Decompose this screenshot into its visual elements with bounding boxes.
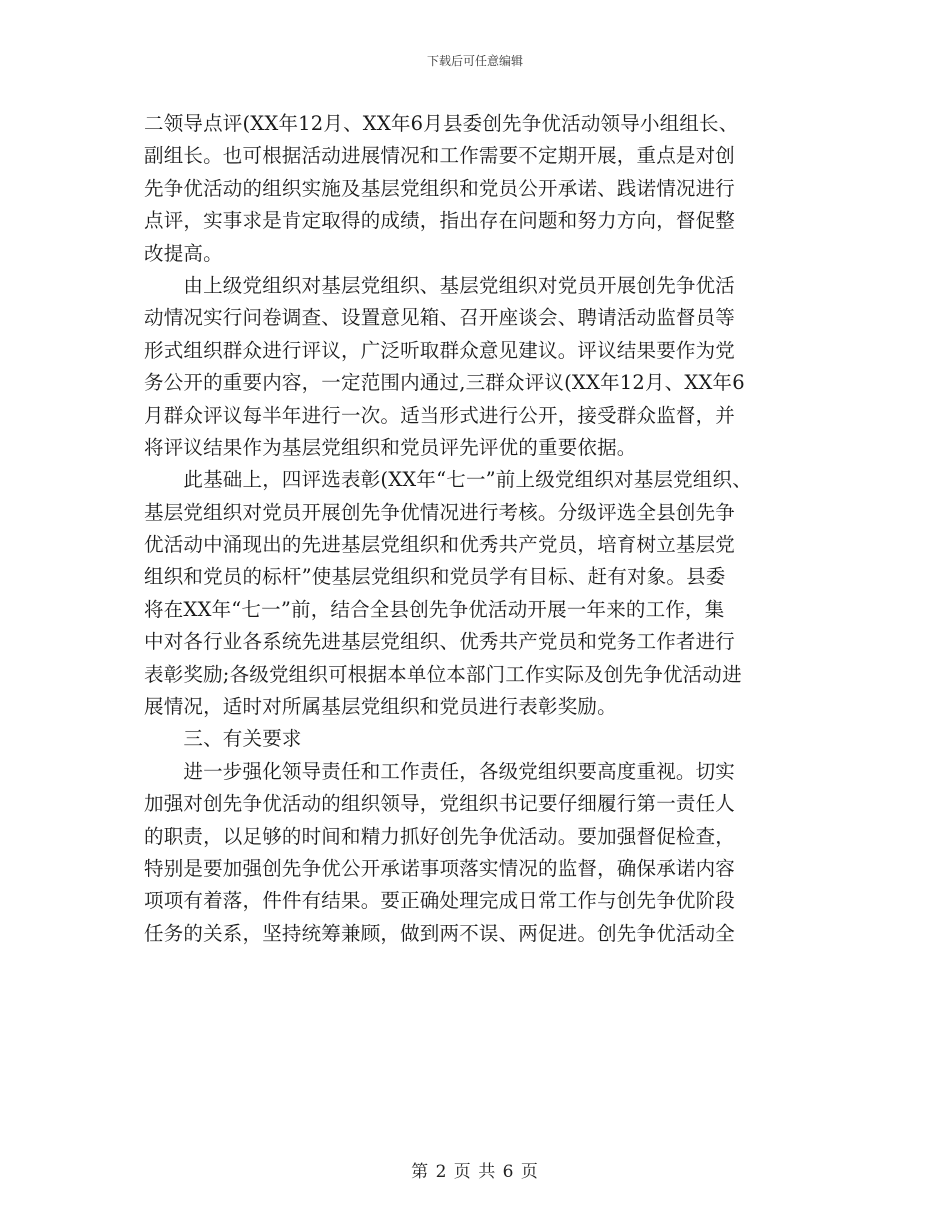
page-number: 第 2 页 共 6 页: [411, 1162, 539, 1182]
section-heading: 三、有关要求: [144, 727, 302, 751]
text-line: 由上级党组织对基层党组织、基层党组织对党员开展创先争优活: [144, 273, 736, 297]
text-line: 点评，实事求是肯定取得的成绩，指出存在问题和努力方向，督促整: [144, 209, 736, 233]
text-line: 二领导点评(XX年12月、XX年6月县委创先争优活动领导小组组长、: [144, 112, 739, 135]
text-line: 此基础上，四评选表彰(XX年“七一”前上级党组织对基层党组织、: [144, 468, 752, 492]
text-line: 动情况实行问卷调查、设置意见箱、召开座谈会、聘请活动监督员等: [144, 306, 736, 330]
text-line: 进一步强化领导责任和工作责任，各级党组织要高度重视。切实: [144, 759, 736, 783]
text-line: 副组长。也可根据活动进展情况和工作需要不定期开展，重点是对创: [144, 144, 736, 168]
text-line: 展情况，适时对所属基层党组织和党员进行表彰奖励。: [144, 695, 617, 719]
page-header: 下载后可任意编辑: [426, 54, 523, 68]
text-line: 加强对创先争优活动的组织领导，党组织书记要仔细履行第一责任人: [144, 792, 736, 816]
text-line: 的职责，以足够的时间和精力抓好创先争优活动。要加强督促检查，: [144, 824, 736, 848]
text-line: 将评议结果作为基层党组织和党员评先评优的重要依据。: [144, 435, 637, 459]
text-line: 将在XX年“七一”前，结合全县创先争优活动开展一年来的工作，集: [144, 597, 725, 621]
document-body: [144, 108, 864, 950]
text-line: 特别是要加强创先争优公开承诺事项落实情况的监督，确保承诺内容: [144, 856, 736, 880]
text-line: 基层党组织对党员开展创先争优情况进行考核。分级评选全县创先争: [144, 500, 736, 524]
text-line: 表彰奖励;各级党组织可根据本单位本部门工作实际及创先争优活动进: [144, 662, 742, 686]
text-line: 项项有着落，件件有结果。要正确处理完成日常工作与创先争优阶段: [144, 889, 736, 913]
text-line: 形式组织群众进行评议，广泛听取群众意见建议。评议结果要作为党: [144, 338, 736, 362]
text-line: 月群众评议每半年进行一次。适当形式进行公开，接受群众监督，并: [144, 403, 736, 427]
text-line: 改提高。: [144, 241, 223, 265]
text-line: 中对各行业各系统先进基层党组织、优秀共产党员和党务工作者进行: [144, 630, 736, 654]
text-line: 先争优活动的组织实施及基层党组织和党员公开承诺、践诺情况进行: [144, 176, 736, 200]
text-line: 任务的关系，坚持统筹兼顾，做到两不误、两促进。创先争优活动全: [144, 921, 736, 945]
text-line: 优活动中涌现出的先进基层党组织和优秀共产党员，培育树立基层党: [144, 533, 736, 557]
text-line: 务公开的重要内容，一定范围内通过,三群众评议(XX年12月、XX年6: [144, 371, 745, 395]
text-line: 组织和党员的标杆”使基层党组织和党员学有目标、赶有对象。县委: [144, 565, 726, 589]
